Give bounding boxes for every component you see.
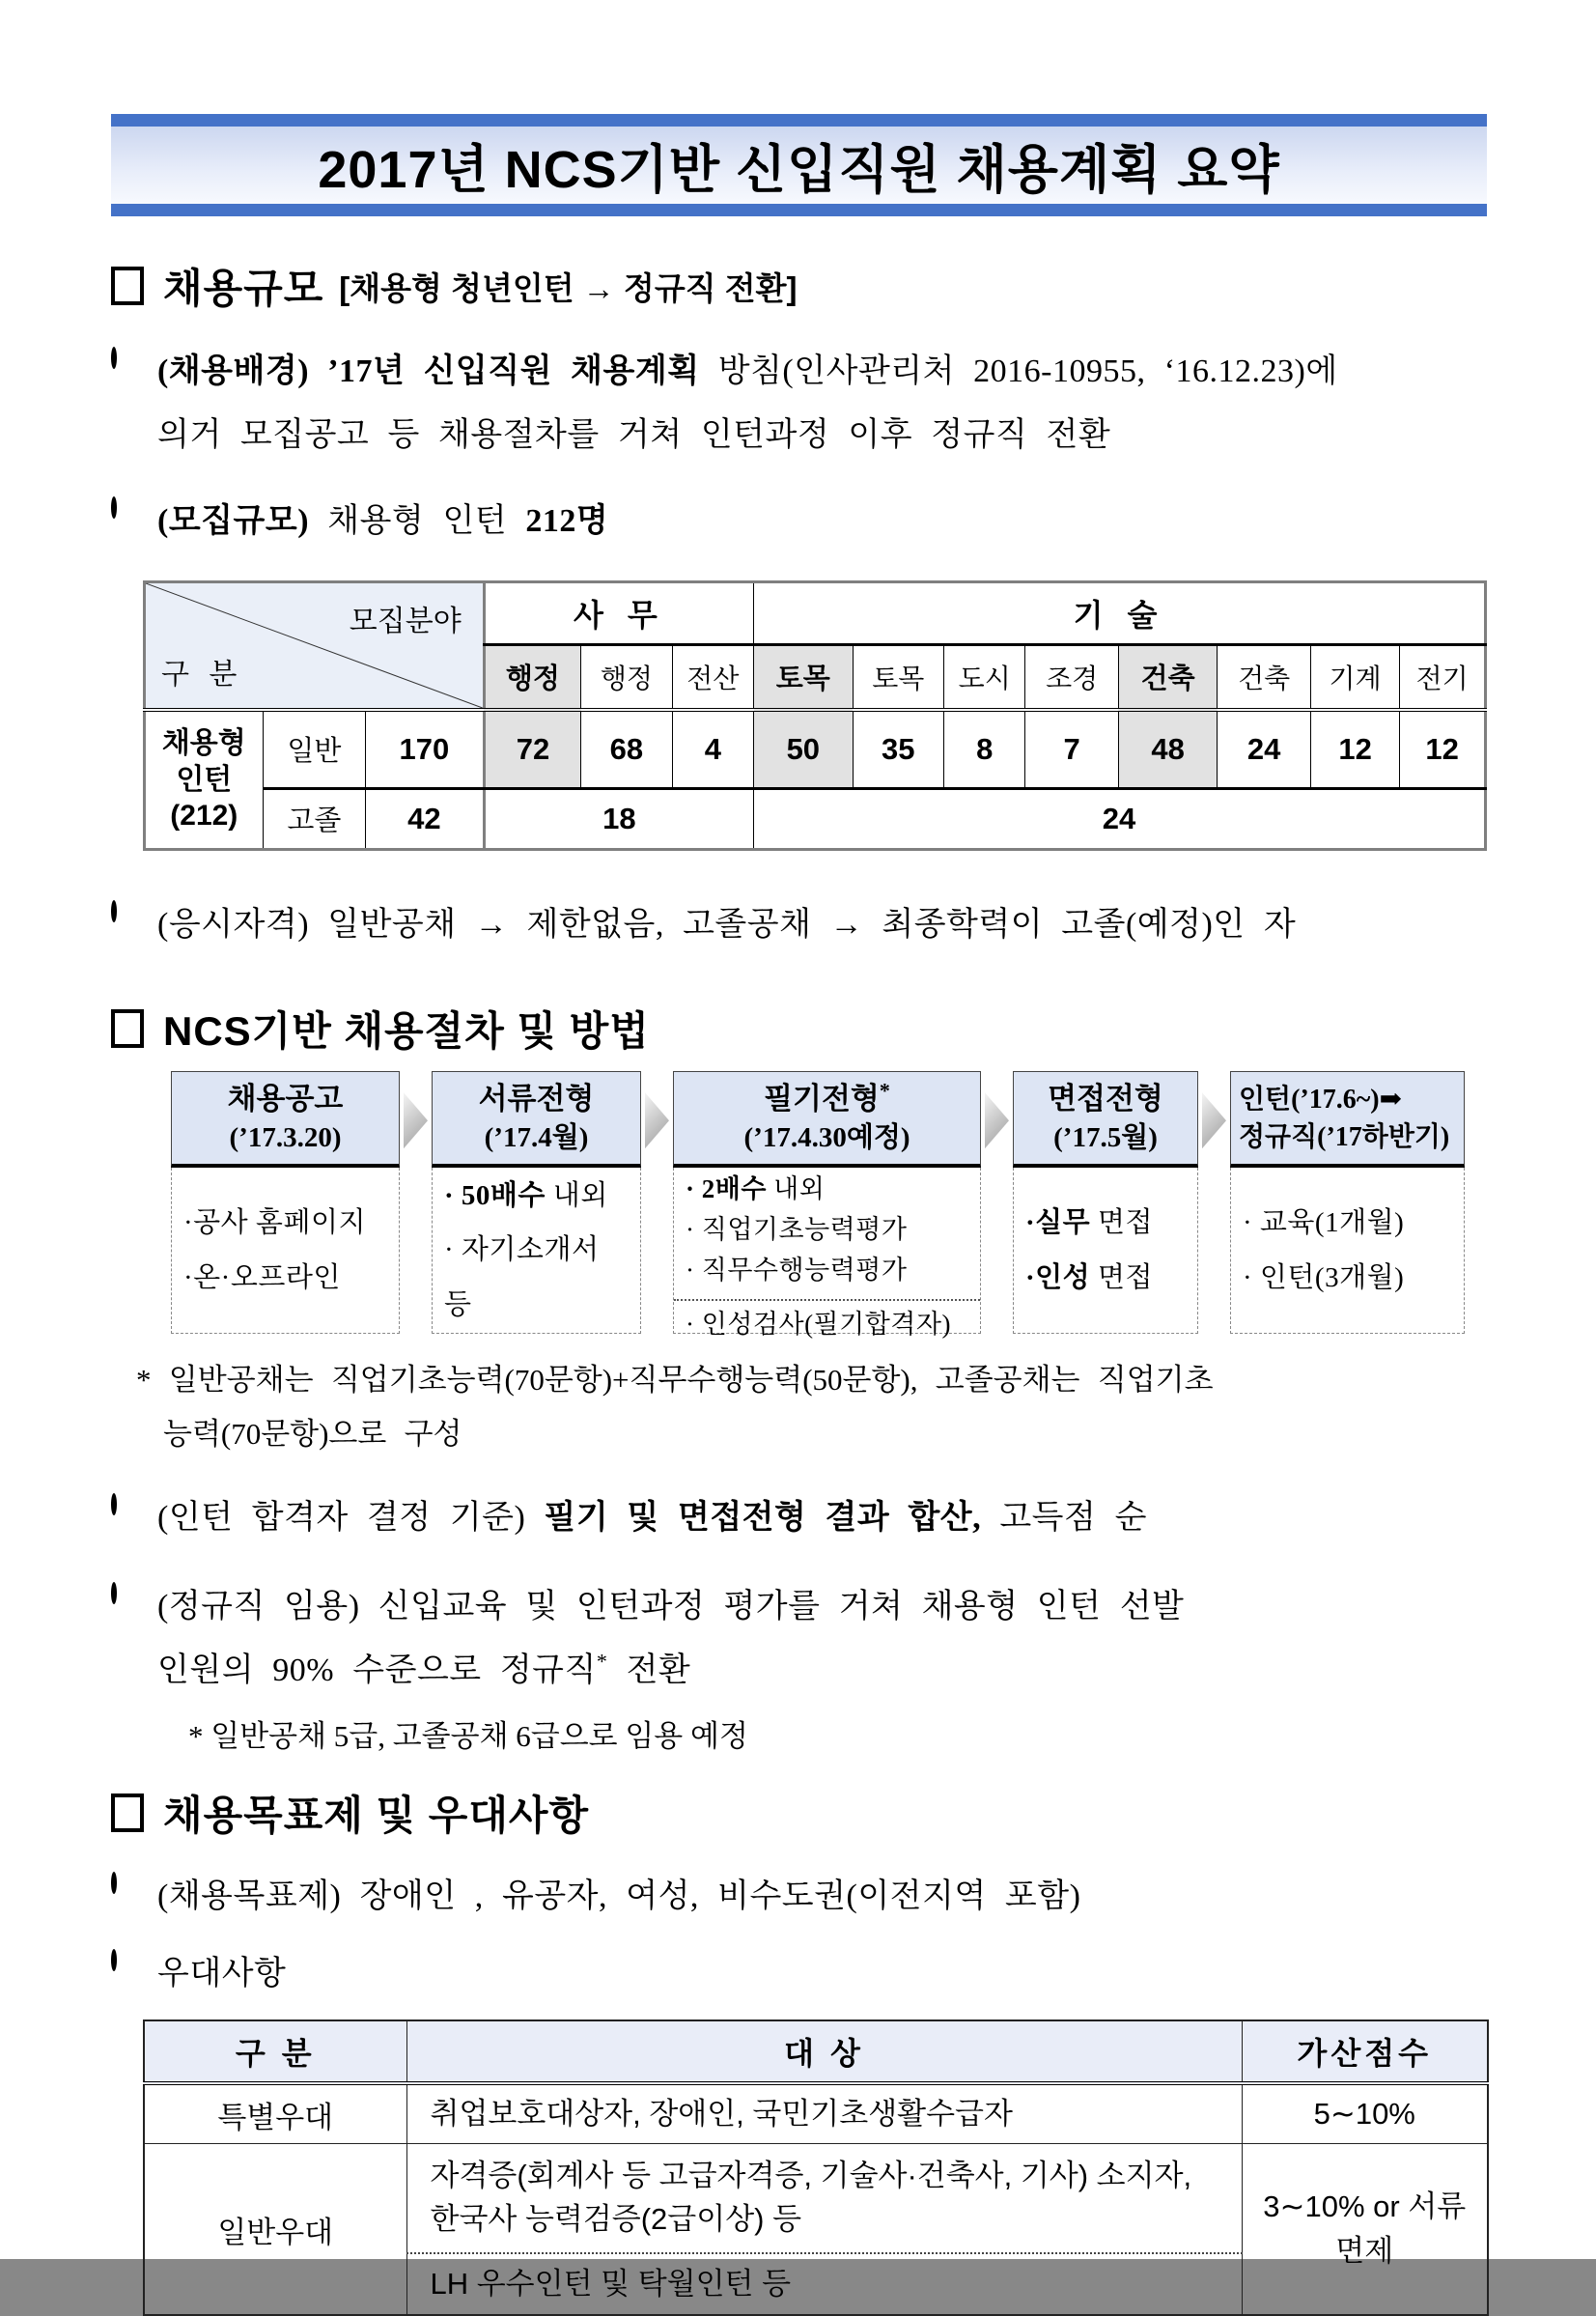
section-title: 채용규모 bbox=[163, 266, 324, 311]
step-title: 면접전형 bbox=[1048, 1082, 1163, 1116]
value-cell: 8 bbox=[944, 710, 1025, 789]
circle-bullet-icon bbox=[111, 1582, 117, 1604]
circle-bullet-icon bbox=[111, 1872, 117, 1894]
section-heading-recruit-scale bbox=[111, 257, 1487, 315]
bullet-text bbox=[157, 1486, 1147, 1550]
column-header-category: 구 분 bbox=[144, 2020, 406, 2083]
note-line: · 인턴(3개월) bbox=[1243, 1261, 1405, 1293]
target-cell: 취업보호대상자, 장애인, 국민기초생활수급자 bbox=[406, 2083, 1242, 2144]
flow-step-box bbox=[1013, 1071, 1198, 1168]
preference-table bbox=[143, 2019, 1489, 2316]
note-line: · 2배수 내외 bbox=[686, 1174, 826, 1204]
circle-bullet-icon bbox=[111, 900, 117, 922]
flow-step-notes bbox=[1230, 1168, 1465, 1334]
category-cell: 일반우대 bbox=[144, 2144, 406, 2316]
value-cell: 35 bbox=[853, 710, 943, 789]
bonus-cell: 3∼10% or 서류면제 bbox=[1242, 2144, 1488, 2316]
footnote-appointment bbox=[188, 1711, 1487, 1755]
column-header-target: 대 상 bbox=[406, 2020, 1242, 2083]
text-run-bold: 212명 bbox=[525, 502, 609, 539]
bullet-eligibility bbox=[111, 893, 1487, 957]
flow-step-notes bbox=[432, 1168, 641, 1334]
bullet-target-system bbox=[111, 1865, 1487, 1929]
row-label-line: (212) bbox=[170, 800, 238, 833]
bullet-text bbox=[157, 490, 608, 553]
flow-step-written bbox=[673, 1071, 981, 1339]
column-header: 기계 bbox=[1310, 644, 1399, 710]
value-cell: 12 bbox=[1310, 710, 1399, 789]
total-cell: 170 bbox=[366, 710, 485, 789]
section-title: NCS기반 채용절차 및 방법 bbox=[163, 1008, 650, 1055]
value-cell: 68 bbox=[581, 710, 672, 789]
note-line: · 인성검사(필기합격자) bbox=[686, 1309, 951, 1339]
column-header: 행정 bbox=[484, 644, 580, 710]
flow-step-document bbox=[432, 1071, 641, 1334]
merged-tech-cell: 24 bbox=[754, 788, 1486, 849]
column-header: 조경 bbox=[1025, 644, 1118, 710]
note-line: · 자기소개서 등 bbox=[444, 1234, 600, 1320]
flow-step-box bbox=[1230, 1071, 1465, 1168]
row-label-line: 인턴 bbox=[176, 763, 233, 796]
column-header: 토목 bbox=[853, 644, 943, 710]
category-cell: 특별우대 bbox=[144, 2083, 406, 2144]
text-run: (정규직 임용) 신입교육 및 인턴과정 평가를 거쳐 채용형 인턴 선발 bbox=[157, 1589, 1185, 1625]
step-date: (’17.4.30예정) bbox=[743, 1122, 910, 1154]
circle-bullet-icon bbox=[111, 1493, 117, 1515]
footnote-line: 능력(70문항)으로 구성 bbox=[163, 1416, 462, 1451]
flow-arrow-icon bbox=[985, 1092, 1009, 1148]
flow-arrow-icon bbox=[645, 1092, 669, 1148]
target-cell: 자격증(회계사 등 고급자격증, 기술사·건축사, 기사) 소지자, 한국사 능력검증(2급이상) 등 bbox=[406, 2144, 1242, 2254]
section-title-note: [채용형 청년인턴 → 정규직 전환] bbox=[339, 269, 798, 306]
value-cell: 4 bbox=[672, 710, 753, 789]
note-line: · 교육(1개월) bbox=[1243, 1207, 1405, 1239]
bullet-decision bbox=[111, 1486, 1487, 1550]
text-run-bold: (모집규모) bbox=[157, 502, 310, 539]
row-type-cell: 일반 bbox=[263, 710, 366, 789]
column-header: 토목 bbox=[754, 644, 854, 710]
bullet-recruit-background bbox=[111, 340, 1487, 468]
note-line: ·공사 홈페이지 bbox=[183, 1207, 366, 1239]
text-run-bold: (채용배경) ’17년 신입직원 채용계획 bbox=[157, 353, 700, 389]
column-header: 건축 bbox=[1118, 644, 1218, 710]
text-run: 전환 bbox=[607, 1652, 691, 1689]
bonus-cell: 5∼10% bbox=[1242, 2083, 1488, 2144]
note-line: ·온·오프라인 bbox=[183, 1261, 341, 1293]
flow-arrow-icon bbox=[1202, 1092, 1226, 1148]
value-cell: 24 bbox=[1218, 710, 1310, 789]
flow-step-notes bbox=[1013, 1168, 1198, 1334]
value-cell: 7 bbox=[1025, 710, 1118, 789]
flow-step-notes bbox=[673, 1168, 981, 1339]
text-run: 방침(인사관리처 2016-10955, ‘16.12.23)에 bbox=[699, 353, 1338, 389]
corner-header-cell bbox=[145, 581, 485, 710]
flow-step-box bbox=[432, 1071, 641, 1168]
column-group-office: 사 무 bbox=[484, 581, 753, 644]
banner-body bbox=[111, 127, 1487, 204]
step-title: 채용공고 bbox=[227, 1082, 344, 1116]
recruit-table bbox=[143, 580, 1487, 851]
note-line: ·인성 면접 bbox=[1025, 1261, 1153, 1293]
column-header: 행정 bbox=[581, 644, 672, 710]
circle-bullet-icon bbox=[111, 496, 117, 519]
text-run: (인턴 합격자 결정 기준) bbox=[157, 1499, 545, 1536]
text-run: 채용형 인턴 bbox=[309, 502, 526, 539]
footnote-line: 일반공채는 직업기초능력(70문항)+직무수행능력(50문항), 고졸공채는 직업기초 bbox=[168, 1363, 1214, 1398]
bullet-preference bbox=[111, 1942, 1487, 2006]
asterisk-marker: * bbox=[136, 1363, 152, 1398]
value-cell: 50 bbox=[754, 710, 854, 789]
flow-step-announcement bbox=[171, 1071, 400, 1334]
step-title: 서류전형 bbox=[478, 1082, 595, 1116]
step-title: 인턴(’17.6~)➡ bbox=[1239, 1084, 1403, 1115]
bullet-text bbox=[157, 340, 1338, 468]
note-line: ·실무 면접 bbox=[1025, 1207, 1153, 1239]
corner-label-field: 모집분야 bbox=[349, 605, 462, 637]
flow-step-notes bbox=[171, 1168, 400, 1334]
bullet-text bbox=[157, 1575, 1184, 1704]
flow-step-box bbox=[673, 1071, 981, 1168]
value-cell: 72 bbox=[484, 710, 580, 789]
row-label-line: 채용형 bbox=[161, 727, 246, 760]
value-cell: 48 bbox=[1118, 710, 1218, 789]
note-line: · 50배수 내외 bbox=[444, 1179, 608, 1211]
flow-arrow-icon bbox=[404, 1092, 428, 1148]
asterisk-marker: * bbox=[596, 1650, 608, 1675]
step-date: (’17.3.20) bbox=[229, 1122, 342, 1154]
text-run: 고득점 순 bbox=[981, 1499, 1147, 1536]
banner-top-bar bbox=[111, 114, 1487, 127]
text-run: 인원의 90% 수준으로 정규직 bbox=[157, 1652, 597, 1689]
corner-label-category: 구 분 bbox=[161, 658, 243, 691]
asterisk-marker: * bbox=[879, 1078, 890, 1103]
process-flow bbox=[171, 1071, 1465, 1339]
row-type-cell: 고졸 bbox=[263, 788, 366, 849]
column-header: 건축 bbox=[1218, 644, 1310, 710]
circle-bullet-icon bbox=[111, 347, 117, 369]
step-title: 필기전형* bbox=[764, 1078, 890, 1116]
merged-office-cell: 18 bbox=[484, 788, 753, 849]
section-title: 채용목표제 및 우대사항 bbox=[163, 1792, 590, 1838]
banner-bottom-bar bbox=[111, 204, 1487, 216]
recruit-table-wrap bbox=[143, 580, 1487, 851]
column-header: 전산 bbox=[672, 644, 753, 710]
column-header: 도시 bbox=[944, 644, 1025, 710]
target-cell: LH 우수인턴 및 탁월인턴 등 bbox=[406, 2253, 1242, 2315]
flow-step-interview bbox=[1013, 1071, 1198, 1334]
preference-table-wrap bbox=[143, 2019, 1487, 2316]
section-heading-process bbox=[111, 1000, 1487, 1058]
footnote-written-test bbox=[136, 1353, 1487, 1461]
step-date: (’17.4월) bbox=[484, 1122, 589, 1154]
text-run-bold: 필기 및 면접전형 결과 합산, bbox=[544, 1499, 982, 1536]
text-run: 의거 모집공고 등 채용절차를 거쳐 인턴과정 이후 정규직 전환 bbox=[157, 417, 1111, 454]
asterisk-marker: * bbox=[188, 1718, 204, 1753]
flow-step-box bbox=[171, 1071, 400, 1168]
page-title: 2017년 NCS기반 신입직원 채용계획 요약 bbox=[318, 140, 1280, 199]
bullet-text: 우대사항 bbox=[157, 1955, 287, 1991]
note-line: · 직업기초능력평가 bbox=[686, 1215, 908, 1245]
bullet-recruit-scale bbox=[111, 490, 1487, 553]
value-cell: 12 bbox=[1400, 710, 1486, 789]
column-group-tech: 기 술 bbox=[754, 581, 1486, 644]
section-heading-preference bbox=[111, 1784, 1487, 1842]
column-header: 전기 bbox=[1400, 644, 1486, 710]
step-title-line2: 정규직(’17하반기) bbox=[1239, 1121, 1450, 1152]
circle-bullet-icon bbox=[111, 1949, 117, 1971]
bullet-conversion bbox=[111, 1575, 1487, 1704]
footnote-line: 일반공채 5급, 고졸공채 6급으로 임용 예정 bbox=[210, 1718, 748, 1753]
square-bullet-icon bbox=[111, 1793, 144, 1832]
bullet-text: (응시자격) 일반공채 → 제한없음, 고졸공채 → 최종학력이 고졸(예정)인 자 bbox=[157, 906, 1297, 943]
note-divider bbox=[674, 1299, 980, 1301]
total-cell: 42 bbox=[366, 788, 485, 849]
square-bullet-icon bbox=[111, 267, 144, 305]
square-bullet-icon bbox=[111, 1009, 144, 1048]
note-line: · 직무수행능력평가 bbox=[686, 1255, 908, 1285]
flow-step-intern bbox=[1230, 1071, 1465, 1334]
row-label-intern bbox=[145, 710, 264, 850]
bullet-text: (채용목표제) 장애인 , 유공자, 여성, 비수도권(이전지역 포함) bbox=[157, 1878, 1081, 1914]
column-header-bonus: 가산점수 bbox=[1242, 2020, 1488, 2083]
title-banner bbox=[111, 114, 1487, 216]
step-date: (’17.5월) bbox=[1053, 1122, 1158, 1154]
